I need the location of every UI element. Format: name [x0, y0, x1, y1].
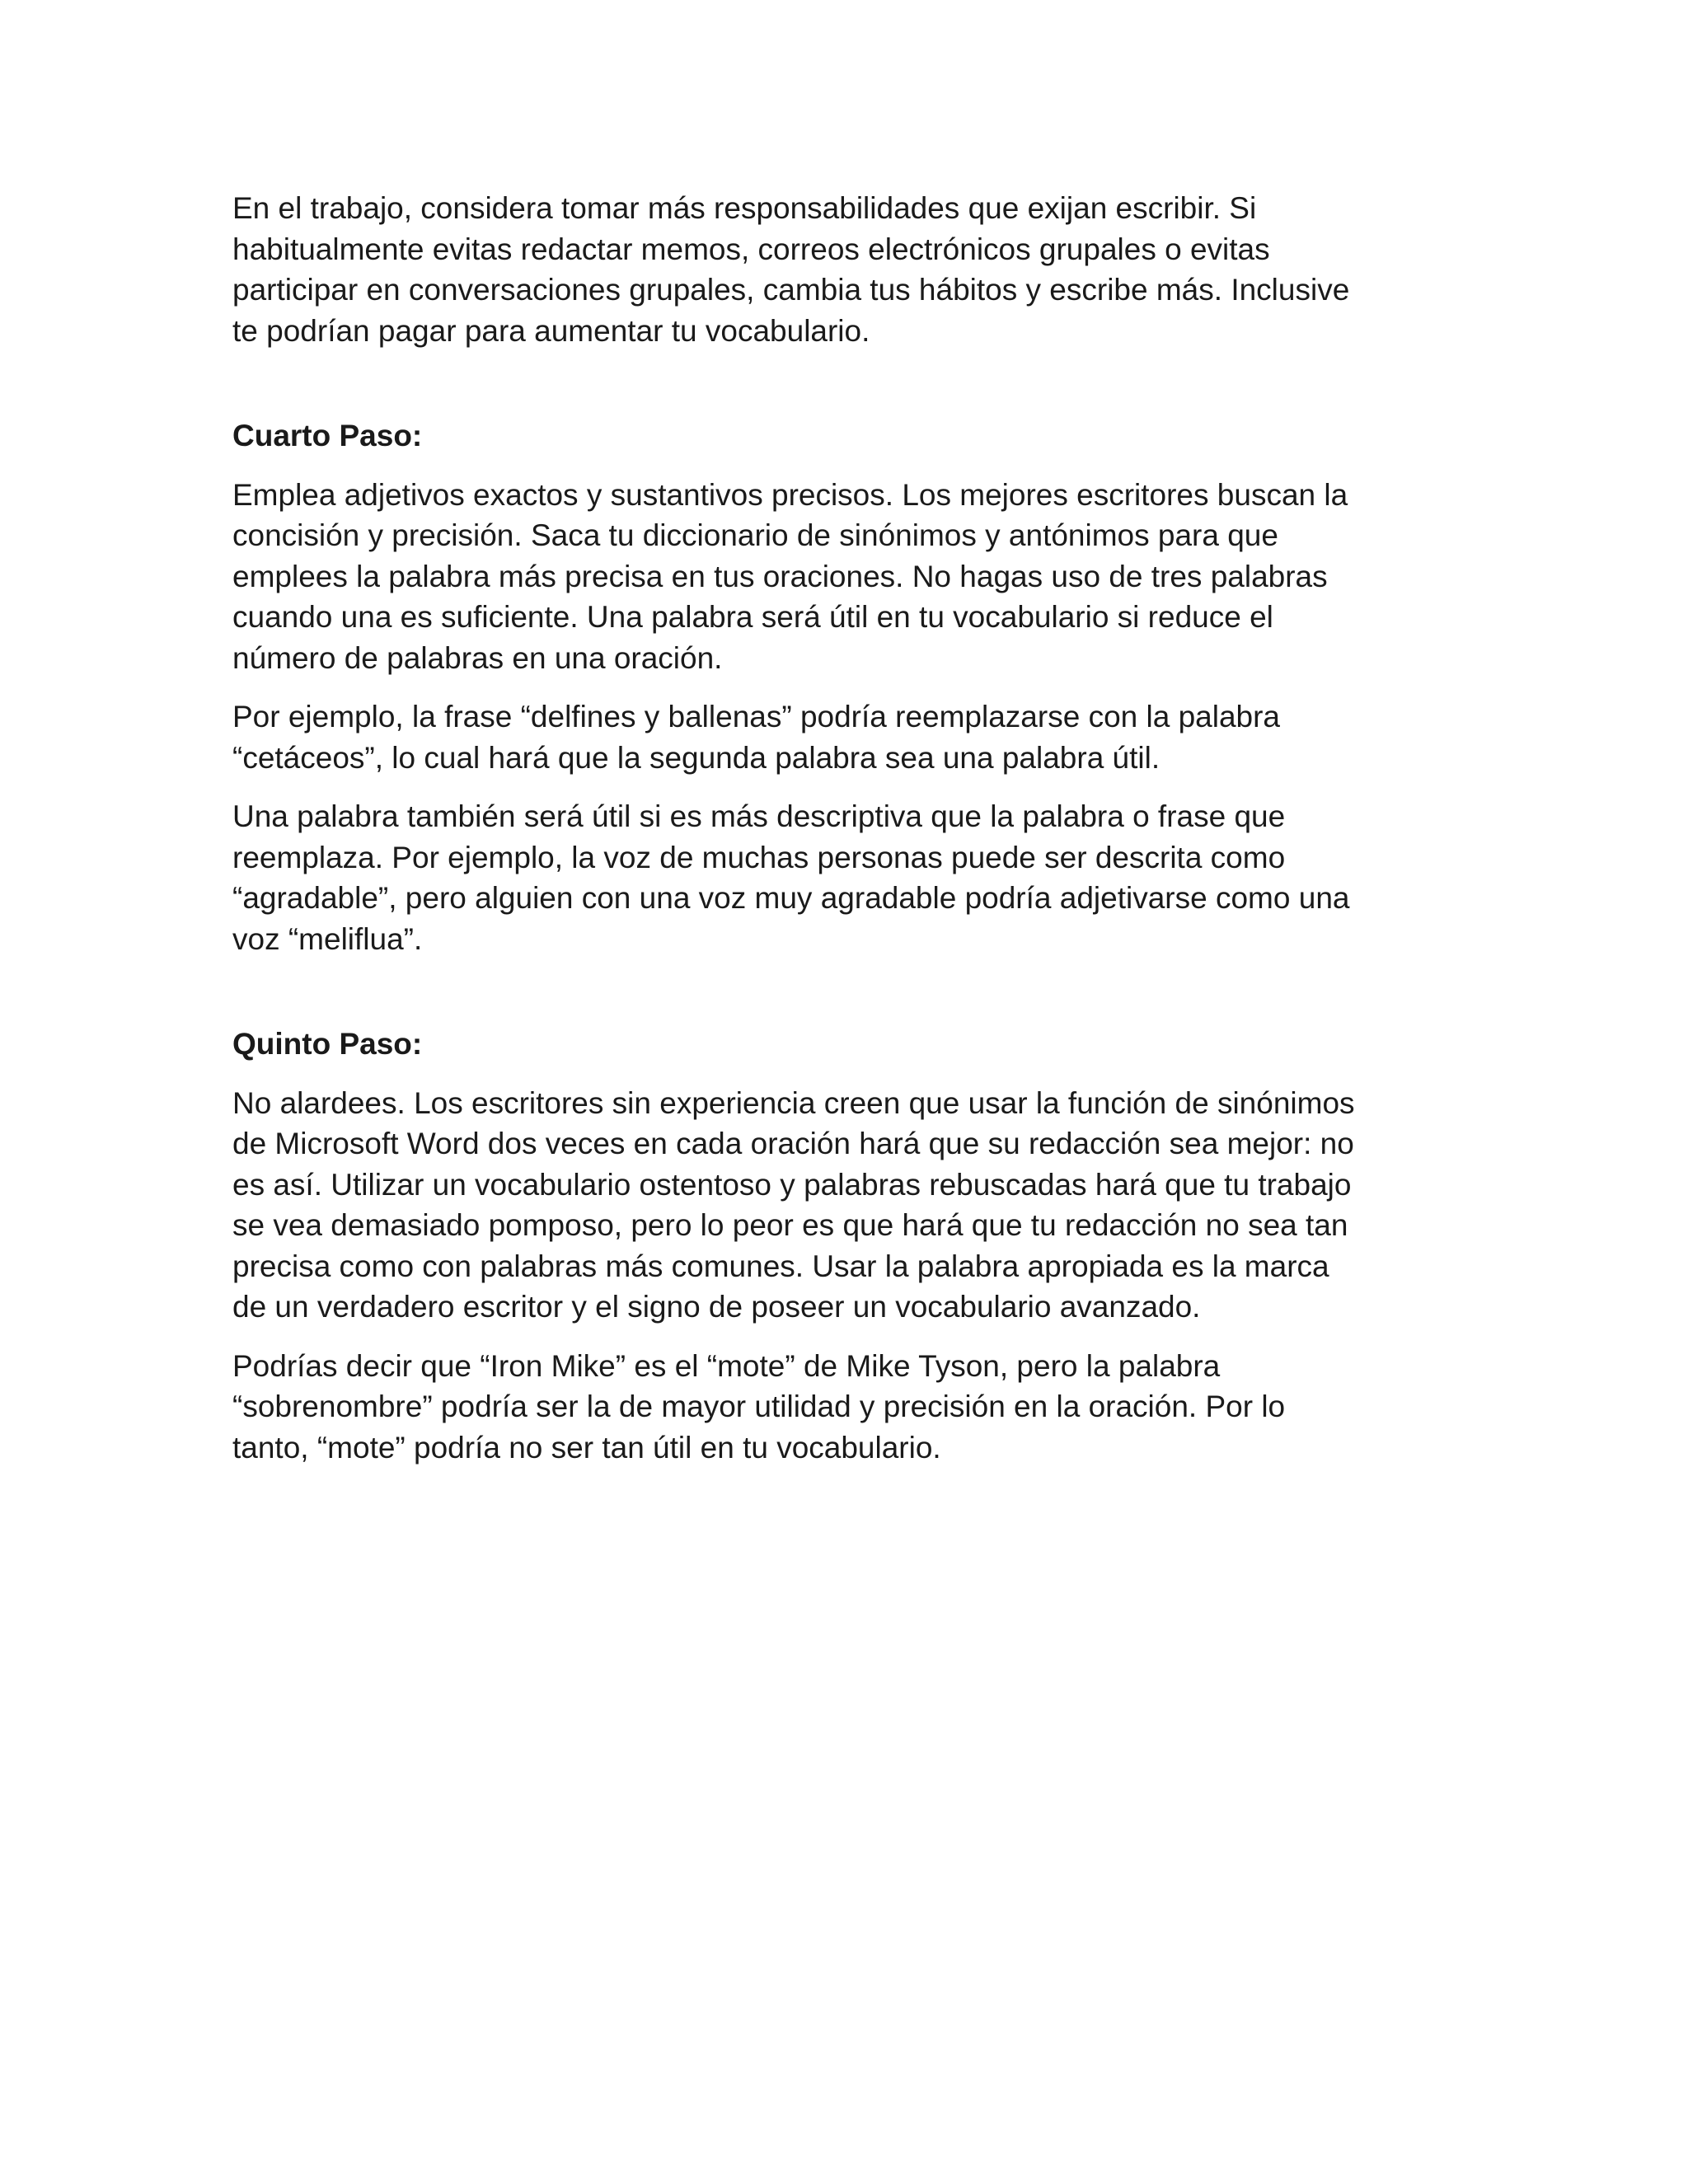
text-line: cuando una es suficiente. Una palabra será útil en tu vocabulario si reduce el — [232, 600, 1273, 634]
text-line: te podrían pagar para aumentar tu vocabulario. — [232, 313, 870, 348]
cuarto-paragraph-2 — [232, 696, 1452, 778]
text-line: es así. Utilizar un vocabulario ostentoso y palabras rebuscadas hará que tu trabajo — [232, 1167, 1352, 1202]
cuarto-paragraph-3 — [232, 796, 1452, 959]
section-heading-cuarto-paso: Cuarto Paso: — [232, 419, 423, 452]
text-line: concisión y precisión. Saca tu diccionario de sinónimos y antónimos para que — [232, 518, 1278, 552]
text-line: participar en conversaciones grupales, cambia tus hábitos y escribe más. Inclusive — [232, 273, 1350, 307]
text-line: Una palabra también será útil si es más descriptiva que la palabra o frase que — [232, 799, 1286, 833]
text-line: de un verdadero escritor y el signo de poseer un vocabulario avanzado. — [232, 1290, 1201, 1324]
text-line: “cetáceos”, lo cual hará que la segunda palabra sea una palabra útil. — [232, 740, 1160, 775]
text-line: Por ejemplo, la frase “delfines y ballenas” podría reemplazarse con la palabra — [232, 700, 1281, 733]
text-line: reemplaza. Por ejemplo, la voz de muchas personas puede ser descrita como — [232, 840, 1286, 874]
quinto-paragraph-2 — [232, 1346, 1452, 1469]
section-heading-quinto-paso: Quinto Paso: — [232, 1027, 423, 1061]
text-line: habitualmente evitas redactar memos, correos electrónicos grupales o evitas — [232, 232, 1270, 266]
text-line: tanto, “mote” podría no ser tan útil en tu vocabulario. — [232, 1430, 941, 1465]
text-line: “sobrenombre” podría ser la de mayor utilidad y precisión en la oración. Por lo — [232, 1390, 1286, 1423]
intro-paragraph — [232, 188, 1452, 351]
text-line: de Microsoft Word dos veces en cada oración hará que su redacción sea mejor: no — [232, 1127, 1354, 1160]
text-line: “agradable”, pero alguien con una voz muy agradable podría adjetivarse como una — [232, 881, 1350, 915]
cuarto-paragraph-1 — [232, 475, 1452, 679]
text-line: Podrías decir que “Iron Mike” es el “mote” de Mike Tyson, pero la palabra — [232, 1348, 1221, 1383]
text-line: voz “meliflua”. — [232, 921, 423, 956]
text-line: emplees la palabra más precisa en tus oraciones. No hagas uso de tres palabras — [232, 559, 1328, 593]
text-line: se vea demasiado pomposo, pero lo peor es que hará que tu redacción no sea tan — [232, 1208, 1348, 1242]
text-line: número de palabras en una oración. — [232, 640, 723, 675]
text-line: No alardees. Los escritores sin experiencia creen que usar la función de sinónimos — [232, 1085, 1355, 1120]
quinto-paragraph-1 — [232, 1083, 1452, 1328]
document-body — [232, 188, 1452, 1486]
text-line: Emplea adjetivos exactos y sustantivos precisos. Los mejores escritores buscan la — [232, 477, 1348, 512]
text-line: En el trabajo, considera tomar más responsabilidades que exijan escribir. Si — [232, 191, 1257, 225]
text-line: precisa como con palabras más comunes. Usar la palabra apropiada es la marca — [232, 1249, 1329, 1283]
